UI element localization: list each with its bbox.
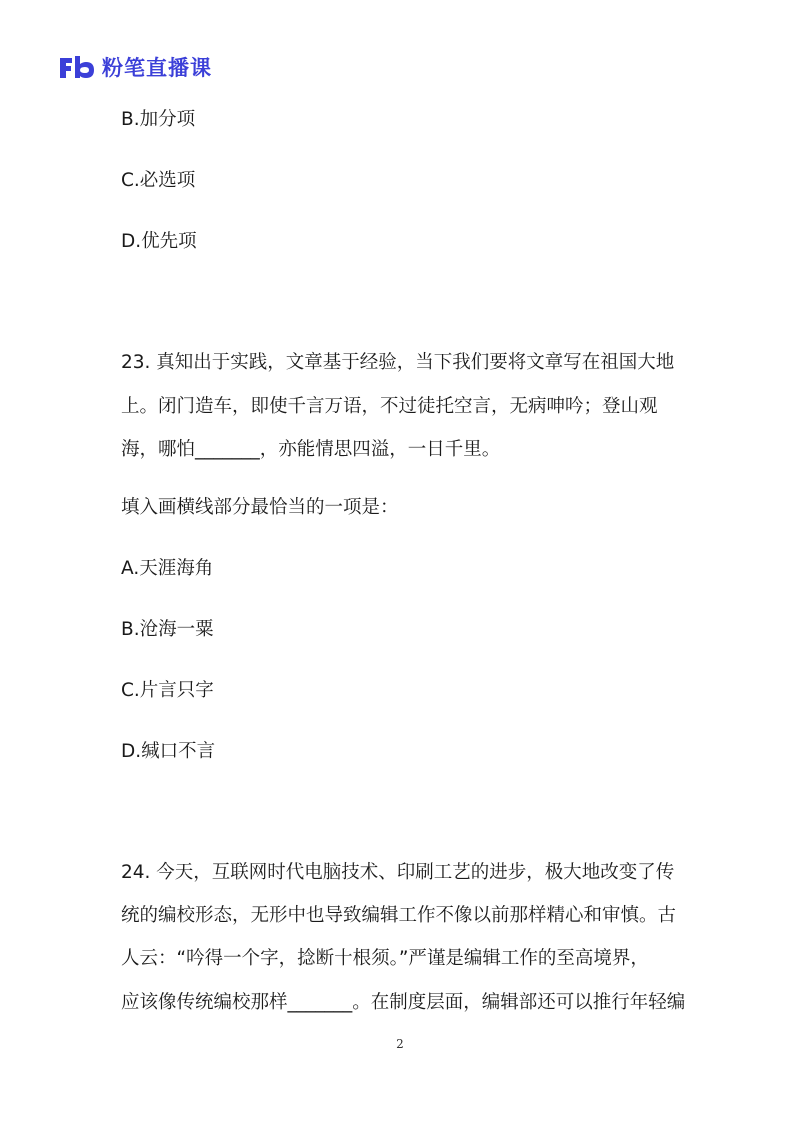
q23-stem-line-1: 23. 真知出于实践，文章基于经验，当下我们要将文章写在祖国大地 xyxy=(121,352,675,373)
fb-logo-icon xyxy=(58,54,96,80)
q24-stem-line-2: 统的编校形态，无形中也导致编辑工作不像以前那样精心和审慎。古 xyxy=(121,905,677,926)
brand-name: 粉笔直播课 xyxy=(102,56,212,80)
q23-option-c: C.片言只字 xyxy=(121,680,214,701)
page-number: 2 xyxy=(396,1037,404,1051)
brand-logo xyxy=(58,52,212,82)
q23-stem-line-2: 上。闭门造车，即使千言万语，不过徒托空言，无病呻吟；登山观 xyxy=(121,396,658,417)
q23-option-b: B.沧海一粟 xyxy=(121,619,214,640)
q22-option-b: B.加分项 xyxy=(121,109,196,130)
q24-stem-line-1: 24. 今天，互联网时代电脑技术、印刷工艺的进步，极大地改变了传 xyxy=(121,862,675,883)
q24-stem-line-3: 人云：“吟得一个字，捻断十根须。”严谨是编辑工作的至高境界， xyxy=(121,948,649,969)
q22-option-d: D.优先项 xyxy=(121,231,197,252)
q23-option-a: A.天涯海角 xyxy=(121,558,214,579)
q23-option-d: D.缄口不言 xyxy=(121,741,216,762)
q24-stem-line-4: 应该像传统编校那样_______。在制度层面，编辑部还可以推行年轻编 xyxy=(121,992,686,1013)
q22-option-c: C.必选项 xyxy=(121,170,196,191)
q23-prompt: 填入画横线部分最恰当的一项是： xyxy=(121,497,399,518)
q23-stem-line-3: 海，哪怕_______，亦能情思四溢，一日千里。 xyxy=(121,439,501,460)
